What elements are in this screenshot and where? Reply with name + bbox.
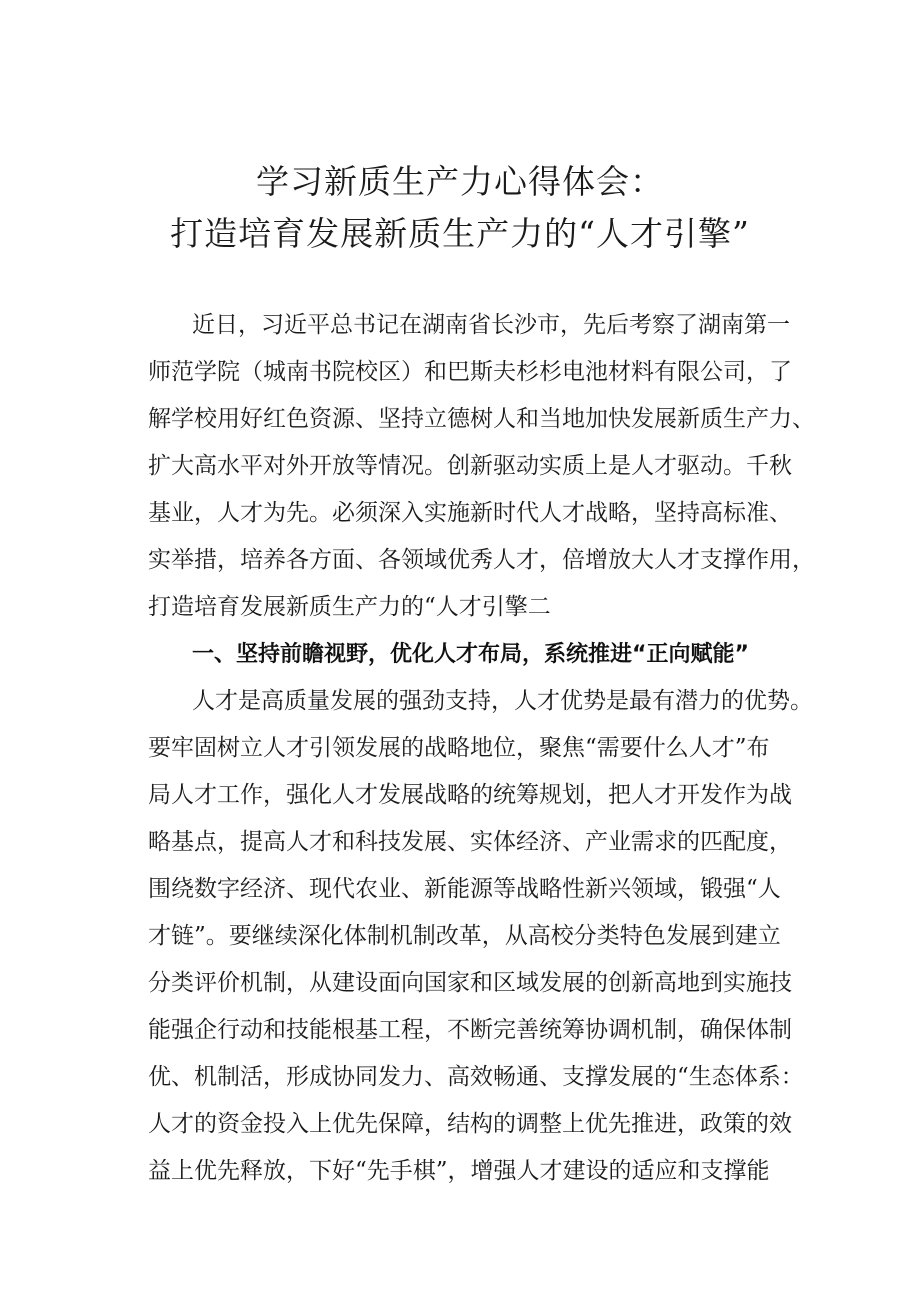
document-title: [0, 156, 920, 260]
section-heading: 一、坚持前瞻视野，优化人才布局，系统推进“正向赋能”: [192, 642, 749, 667]
body-text-line: 实举措，培养各方面、各领域优秀人才，倍增放大人才支撑作用，: [148, 547, 815, 573]
body-text-line: 人才是高质量发展的强劲支持，人才优势是最有潜力的优势。: [192, 688, 813, 714]
body-text-line: 优、机制活，形成协同发力、高效畅通、支撑发展的“生态体系：: [148, 1064, 804, 1090]
body-text-line: 局人才工作，强化人才发展战略的统筹规划，把人才开发作为战: [148, 782, 792, 808]
body-text-line: 打造培育发展新质生产力的“人才引擎二: [148, 594, 551, 620]
body-text-line: 能强企行动和技能根基工程，不断完善统筹协调机制，确保体制: [148, 1017, 792, 1043]
body-text-line: 要牢固树立人才引领发展的战略地位，聚焦“需要什么人才”布: [148, 735, 770, 761]
title-line-2: 打造培育发展新质生产力的“人才引擎”: [170, 214, 750, 253]
body-text-line: 解学校用好红色资源、坚持立德树人和当地加快发展新质生产力、: [148, 406, 815, 432]
body-text-line: 人才的资金投入上优先保障，结构的调整上优先推进，政策的效: [148, 1111, 792, 1137]
body-text-line: 略基点，提高人才和科技发展、实体经济、产业需求的匹配度，: [148, 829, 792, 855]
body-text-line: 分类评价机制，从建设面向国家和区域发展的创新高地到实施技: [148, 970, 792, 996]
title-line-1: 学习新质生产力心得体会：: [256, 162, 664, 201]
document-body: [148, 302, 828, 1195]
body-text-line: 才链”。要继续深化体制机制改革，从高校分类特色发展到建立: [148, 923, 781, 949]
body-text-line: 扩大高水平对外开放等情况。创新驱动实质上是人才驱动。千秋: [148, 453, 792, 479]
body-text-line: 近日，习近平总书记在湖南省长沙市，先后考察了湖南第一: [192, 312, 790, 338]
body-text-line: 师范学院（城南书院校区）和巴斯夫杉杉电池材料有限公司，了: [148, 359, 792, 385]
body-text-line: 围绕数字经济、现代农业、新能源等战略性新兴领域，锻强“人: [148, 876, 781, 902]
body-text-line: 益上优先释放，下好“先手棋”，增强人才建设的适应和支撑能: [148, 1158, 770, 1184]
body-text-line: 基业，人才为先。必须深入实施新时代人才战略，坚持高标准、: [148, 500, 792, 526]
